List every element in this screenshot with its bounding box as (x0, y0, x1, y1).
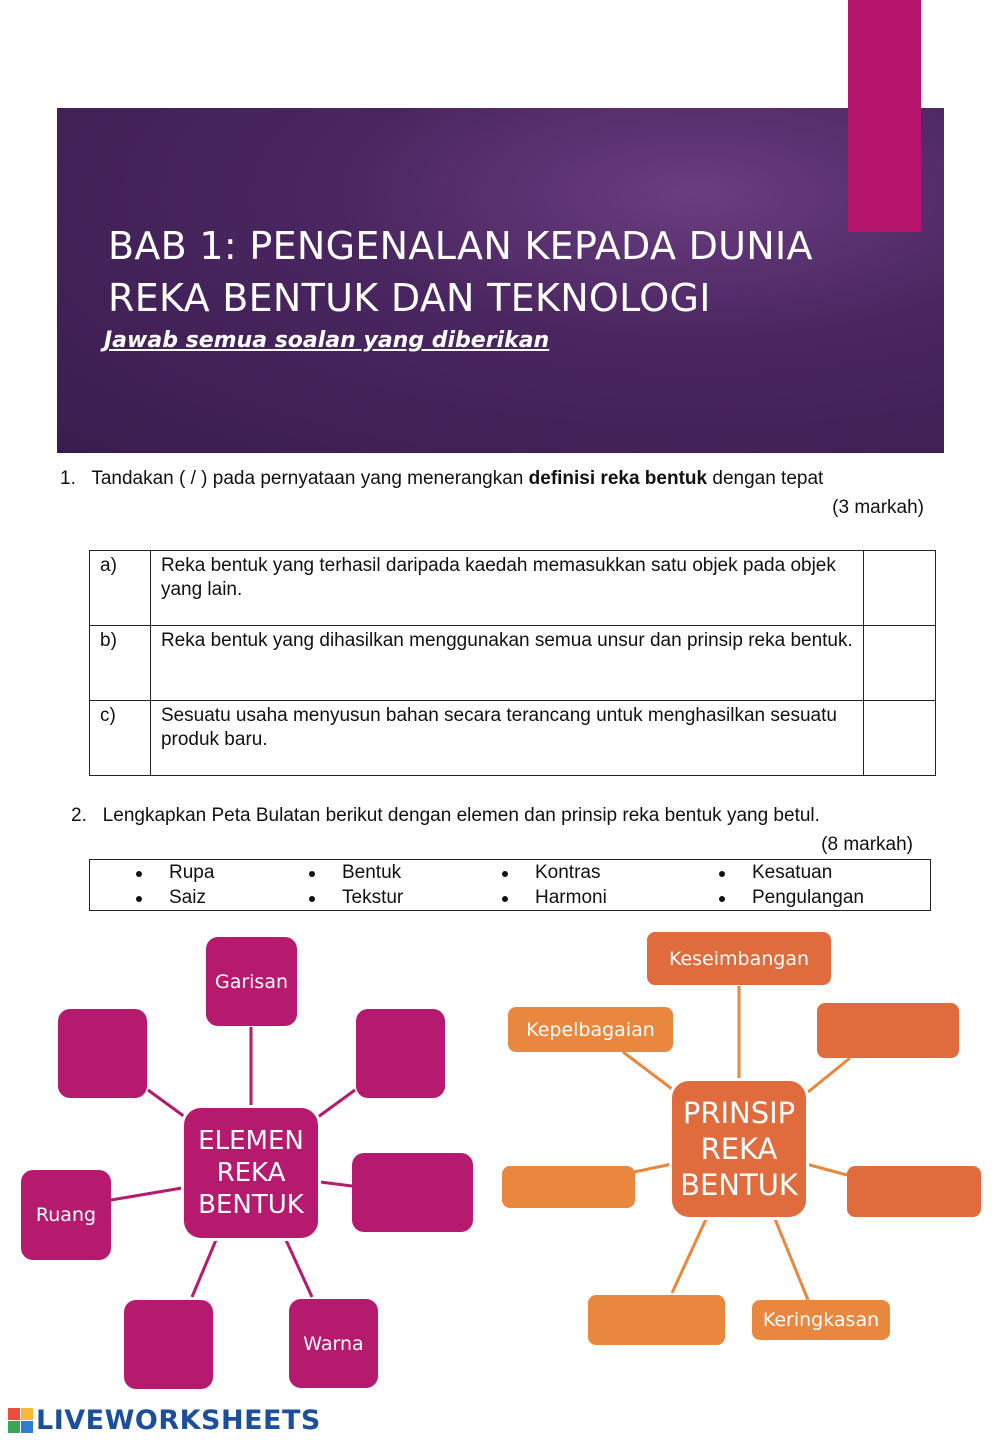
center-elemen-reka-bentuk: ELEMEN REKA BENTUK (181, 1105, 321, 1241)
connector-line (192, 1240, 216, 1297)
liveworksheets-logo (8, 1405, 321, 1436)
question-1-marks: (3 markah) (832, 497, 924, 518)
row-label: a) (90, 551, 151, 626)
title-line-1: BAB 1: PENGENALAN KEPADA DUNIA (108, 224, 813, 268)
connector-line (672, 1219, 706, 1293)
title-line-2: REKA BENTUK DAN TEKNOLOGI (108, 276, 711, 320)
connector-line (111, 1188, 182, 1200)
connector-line (286, 1240, 312, 1297)
node-blank-prinsip[interactable] (502, 1166, 635, 1208)
node-keseimbangan: Keseimbangan (647, 932, 831, 985)
word-bank: Rupa Bentuk Kontras Kesatuan Saiz Tekstur Harmoni Pengulangan (89, 859, 931, 911)
connector-line (808, 1058, 850, 1092)
node-blank-prinsip[interactable] (588, 1295, 725, 1345)
node-warna: Warna (289, 1299, 378, 1388)
connector-line (806, 1164, 847, 1175)
question-1-text-end: dengan tepat (707, 468, 824, 489)
connector-line (320, 1182, 352, 1186)
logo-icon (8, 1408, 34, 1434)
connector-line (623, 1052, 676, 1092)
logo-text: LIVEWORKSHEETS (36, 1405, 321, 1436)
node-ruang: Ruang (21, 1170, 111, 1260)
question-2-text: 2. Lengkapkan Peta Bulatan berikut dengan elemen dan prinsip reka bentuk yang betul. (71, 805, 820, 826)
node-blank-prinsip[interactable] (847, 1166, 981, 1217)
node-blank-elemen[interactable] (352, 1153, 473, 1232)
connector-line (634, 1164, 672, 1172)
connector-line (318, 1090, 355, 1117)
question-1-bold: definisi reka bentuk (528, 468, 708, 489)
row-label: c) (90, 701, 151, 776)
instruction-subtitle: Jawab semua soalan yang diberikan (104, 328, 550, 353)
center-prinsip-reka-bentuk: PRINSIP REKA BENTUK (669, 1078, 809, 1220)
node-blank-elemen[interactable] (58, 1009, 147, 1098)
node-keringkasan: Keringkasan (752, 1300, 890, 1340)
node-blank-prinsip[interactable] (817, 1003, 959, 1058)
node-kepelbagaian: Kepelbagaian (508, 1007, 673, 1052)
connector-line (148, 1090, 185, 1117)
row-statement: Sesuatu usaha menyusun bahan secara terancang untuk menghasilkan sesuatu produk baru. (150, 701, 863, 776)
row-label: b) (90, 626, 151, 701)
connector-line (775, 1219, 808, 1300)
node-blank-elemen[interactable] (356, 1009, 445, 1098)
question-1-text: 1. Tandakan ( / ) pada pernyataan yang menerangkan (60, 468, 529, 489)
node-garisan: Garisan (206, 937, 297, 1026)
row-statement: Reka bentuk yang dihasilkan menggunakan semua unsur dan prinsip reka bentuk. (150, 626, 863, 701)
question-2-marks: (8 markah) (821, 834, 913, 855)
node-blank-elemen[interactable] (124, 1300, 213, 1389)
row-statement: Reka bentuk yang terhasil daripada kaedah memasukkan satu objek pada objek yang lain. (150, 551, 863, 626)
